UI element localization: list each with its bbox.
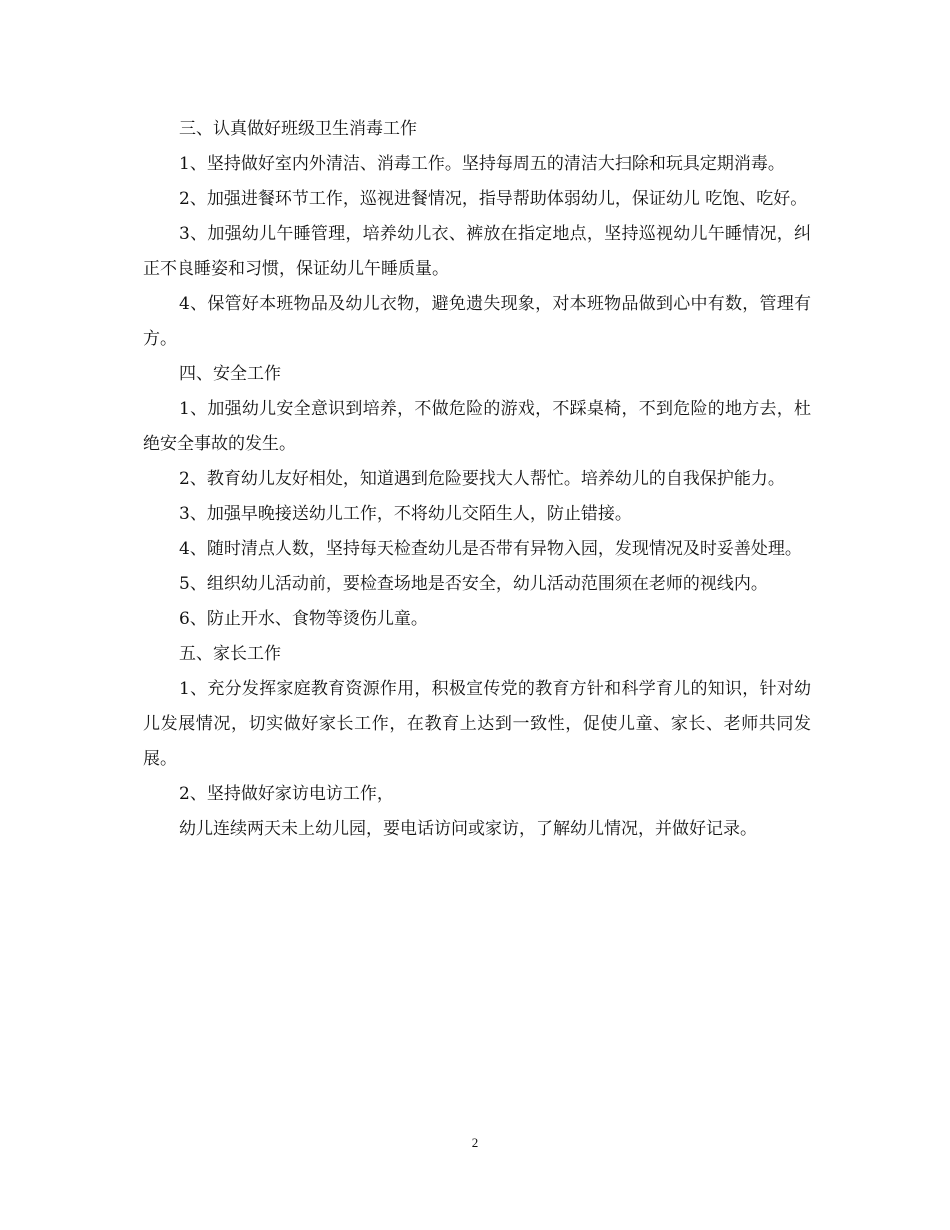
paragraph-parents-2: 2、坚持做好家访电访工作， (179, 784, 394, 804)
paragraph-parents-3: 幼儿连续两天未上幼儿园，要电话访问或家访，了解幼儿情况，并做好记录。 (179, 819, 757, 839)
paragraph-safety-6: 6、防止开水、食物等烫伤儿童。 (179, 609, 428, 629)
paragraph-safety-1: 1、加强幼儿安全意识到培养，不做危险的游戏，不踩桌椅，不到危险的地方去，杜绝安全事故的发生。 (143, 399, 811, 454)
paragraph-hygiene-4: 4、保管好本班物品及幼儿衣物，避免遗失现象，对本班物品做到心中有数，管理有方。 (143, 294, 811, 349)
section-heading-safety: 四、安全工作 (179, 364, 281, 384)
paragraph-hygiene-2: 2、加强进餐环节工作，巡视进餐情况，指导帮助体弱幼儿，保证幼儿 吃饱、吃好。 (179, 189, 808, 209)
paragraph-safety-5: 5、组织幼儿活动前，要检查场地是否安全，幼儿活动范围须在老师的视线内。 (179, 574, 768, 594)
document-body (143, 112, 811, 847)
section-heading-parents: 五、家长工作 (179, 644, 281, 664)
paragraph-hygiene-3: 3、加强幼儿午睡管理，培养幼儿衣、裤放在指定地点，坚持巡视幼儿午睡情况，纠正不良睡姿和习惯，保证幼儿午睡质量。 (143, 224, 811, 279)
paragraph-safety-3: 3、加强早晚接送幼儿工作，不将幼儿交陌生人，防止错接。 (179, 504, 632, 524)
section-heading-hygiene: 三、认真做好班级卫生消毒工作 (179, 119, 417, 139)
page-number: 2 (471, 1135, 479, 1150)
paragraph-safety-4: 4、随时清点人数，坚持每天检查幼儿是否带有异物入园，发现情况及时妥善处理。 (179, 539, 802, 559)
paragraph-safety-2: 2、教育幼儿友好相处，知道遇到危险要找大人帮忙。培养幼儿的自我保护能力。 (179, 469, 785, 489)
paragraph-parents-1: 1、充分发挥家庭教育资源作用，积极宣传党的教育方针和科学育儿的知识，针对幼儿发展情况，切实做好家长工作，在教育上达到一致性，促使儿童、家长、老师共同发展。 (143, 679, 811, 769)
paragraph-hygiene-1: 1、坚持做好室内外清洁、消毒工作。坚持每周五的清洁大扫除和玩具定期消毒。 (179, 154, 785, 174)
